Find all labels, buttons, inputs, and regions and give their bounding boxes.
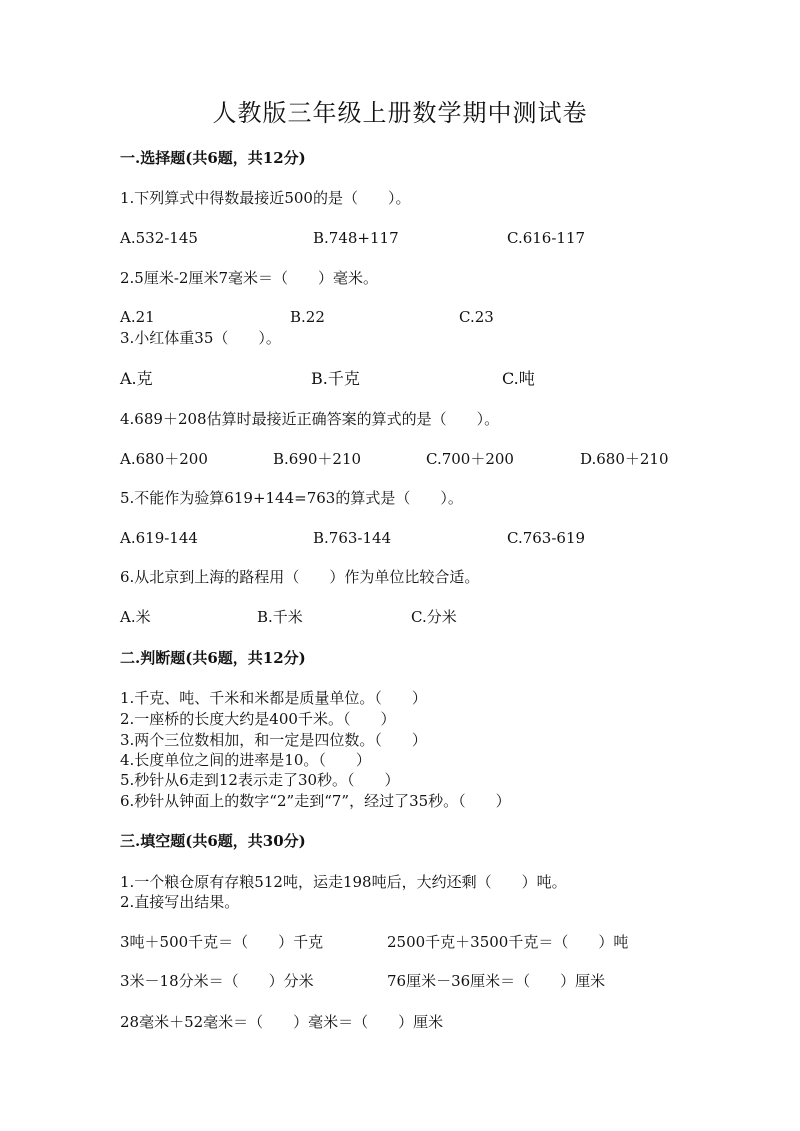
fill-item: 1.一个粮仓原有存粮512吨，运走198吨后，大约还剩（ ）吨。	[120, 873, 567, 891]
option: B.千克	[311, 369, 360, 388]
judgement-item: 2.一座桥的长度大约是400千米。（ ）	[120, 710, 396, 728]
option: C.23	[459, 308, 494, 326]
question-stem: 2.5厘米-2厘米7毫米＝（ ）毫米。	[120, 269, 379, 287]
judgement-item: 1.千克、吨、千米和米都是质量单位。（ ）	[120, 689, 427, 707]
section-heading-judgement: 二.判断题(共6题，共12分)	[120, 649, 306, 667]
question-stem: 4.689＋208估算时最接近正确答案的算式的是（ ）。	[120, 410, 500, 428]
fill-expression: 2500千克＋3500千克＝（ ）吨	[387, 933, 629, 951]
fill-expression: 76厘米－36厘米＝（ ）厘米	[387, 972, 606, 990]
judgement-item: 5.秒针从6走到12表示走了30秒。（ ）	[120, 771, 400, 789]
judgement-item: 6.秒针从钟面上的数字“2”走到“7”，经过了35秒。（ ）	[120, 792, 511, 810]
option: A.532-145	[120, 229, 198, 247]
option: D.680＋210	[580, 450, 669, 468]
option: C.616-117	[507, 229, 586, 247]
option: B.690＋210	[273, 450, 362, 468]
option: A.619-144	[120, 529, 198, 547]
page-title: 人教版三年级上册数学期中测试卷	[212, 99, 588, 127]
option: B.22	[290, 308, 325, 326]
question-stem: 6.从北京到上海的路程用（ ）作为单位比较合适。	[120, 568, 480, 586]
option: B.千米	[257, 608, 303, 626]
option: C.763-619	[507, 529, 586, 547]
question-stem: 3.小红体重35（ ）。	[120, 329, 281, 347]
option: C.分米	[411, 608, 457, 626]
fill-item: 2.直接写出结果。	[120, 893, 240, 911]
judgement-item: 3.两个三位数相加，和一定是四位数。（ ）	[120, 731, 427, 749]
option: B.763-144	[313, 529, 392, 547]
judgement-item: 4.长度单位之间的进率是10。（ ）	[120, 751, 371, 769]
question-stem: 5.不能作为验算619+144=763的算式是（ ）。	[120, 489, 463, 507]
fill-expression: 3吨＋500千克＝（ ）千克	[120, 933, 324, 951]
option: B.748+117	[313, 229, 399, 247]
option: A.680＋200	[120, 450, 208, 468]
option: A.米	[120, 608, 151, 626]
option: C.700＋200	[426, 450, 514, 468]
option: A.21	[120, 308, 155, 326]
section-heading-choice: 一.选择题(共6题，共12分)	[120, 149, 306, 167]
question-stem: 1.下列算式中得数最接近500的是（ ）。	[120, 189, 411, 207]
option: C.吨	[502, 369, 535, 388]
fill-expression: 3米－18分米＝（ ）分米	[120, 972, 314, 990]
option: A.克	[120, 369, 153, 388]
fill-expression: 28毫米＋52毫米＝（ ）毫米＝（ ）厘米	[120, 1013, 444, 1031]
section-heading-fill-blank: 三.填空题(共6题，共30分)	[120, 832, 306, 850]
